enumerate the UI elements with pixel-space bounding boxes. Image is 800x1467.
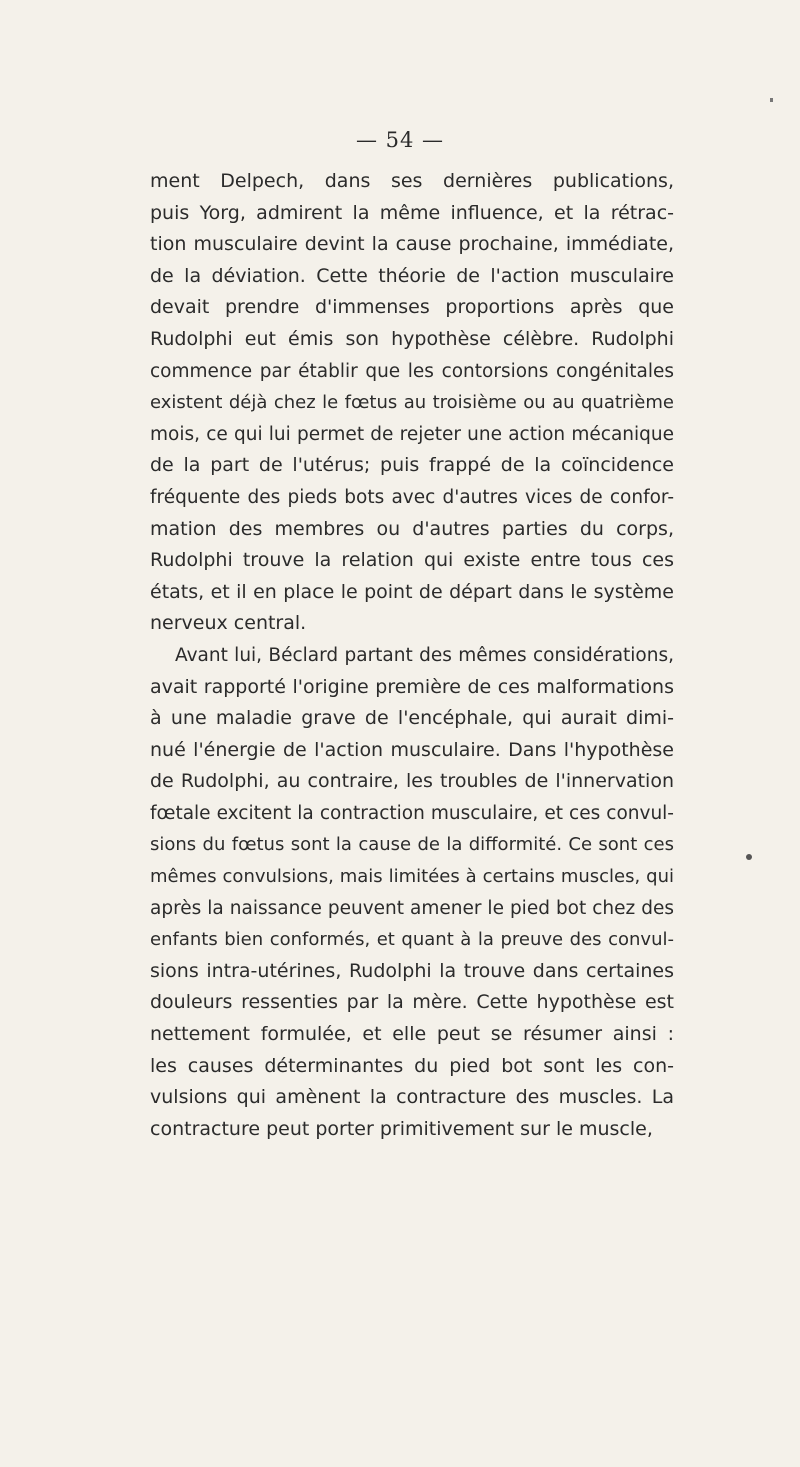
text-line: puis Yorg, admirent la même influence, et la rétrac-: [150, 201, 674, 224]
text-line: nettement formulée, et elle peut se résumer ainsi :: [150, 1023, 674, 1046]
text-line: vulsions qui amènent la contracture des muscles. La: [150, 1086, 674, 1109]
text-line: Avant lui, Béclard partant des mêmes considérations,: [175, 644, 674, 666]
print-speck: [770, 98, 773, 102]
text-line: de la part de l'utérus; puis frappé de la coïncidence: [150, 454, 674, 477]
page-number: — 54 —: [355, 128, 445, 152]
text-line: existent déjà chez le fœtus au troisième ou au quatrième: [150, 392, 674, 414]
text-line: tion musculaire devint la cause prochaine, immédiate,: [150, 233, 674, 256]
text-line: commence par établir que les contorsions congénitales: [150, 360, 674, 382]
text-line: états, et il en place le point de départ dans le système: [150, 580, 674, 603]
text-line: devait prendre d'immenses proportions après que: [150, 296, 674, 319]
text-line: sions du fœtus sont la cause de la difformité. Ce sont ces: [150, 834, 674, 856]
text-line: à une maladie grave de l'encéphale, qui aurait dimi-: [150, 707, 674, 730]
text-line: après la naissance peuvent amener le pied bot chez des: [150, 897, 674, 919]
text-line: ment Delpech, dans ses dernières publications,: [150, 170, 674, 192]
text-line: mois, ce qui lui permet de rejeter une action mécanique: [150, 423, 674, 445]
text-line: nué l'énergie de l'action musculaire. Dans l'hypothèse: [150, 738, 674, 761]
text-line: les causes déterminantes du pied bot sont les con-: [150, 1054, 674, 1077]
text-line: nerveux central.: [150, 612, 307, 635]
text-line: fréquente des pieds bots avec d'autres vices de confor-: [150, 486, 674, 508]
text-line: mation des membres ou d'autres parties du corps,: [150, 517, 674, 540]
text-line: avait rapporté l'origine première de ces malformations: [150, 675, 674, 698]
text-line: sions intra-utérines, Rudolphi la trouve dans certaines: [150, 959, 674, 982]
body-text: [150, 166, 674, 1145]
text-line: fœtale excitent la contraction musculaire, et ces convul-: [150, 802, 674, 824]
text-line: Rudolphi eut émis son hypothèse célèbre. Rudolphi: [150, 327, 674, 350]
margin-mark: [746, 854, 752, 860]
text-line: de Rudolphi, au contraire, les troubles de l'innervation: [150, 770, 674, 793]
text-line: mêmes convulsions, mais limitées à certains muscles, qui: [150, 866, 674, 888]
text-line: de la déviation. Cette théorie de l'action musculaire: [150, 264, 674, 287]
text-line: douleurs ressenties par la mère. Cette hypothèse est: [150, 991, 674, 1014]
text-line: contracture peut porter primitivement sur le muscle,: [150, 1117, 653, 1140]
text-line: enfants bien conformés, et quant à la preuve des convul-: [150, 929, 674, 951]
text-line: Rudolphi trouve la relation qui existe entre tous ces: [150, 549, 674, 572]
